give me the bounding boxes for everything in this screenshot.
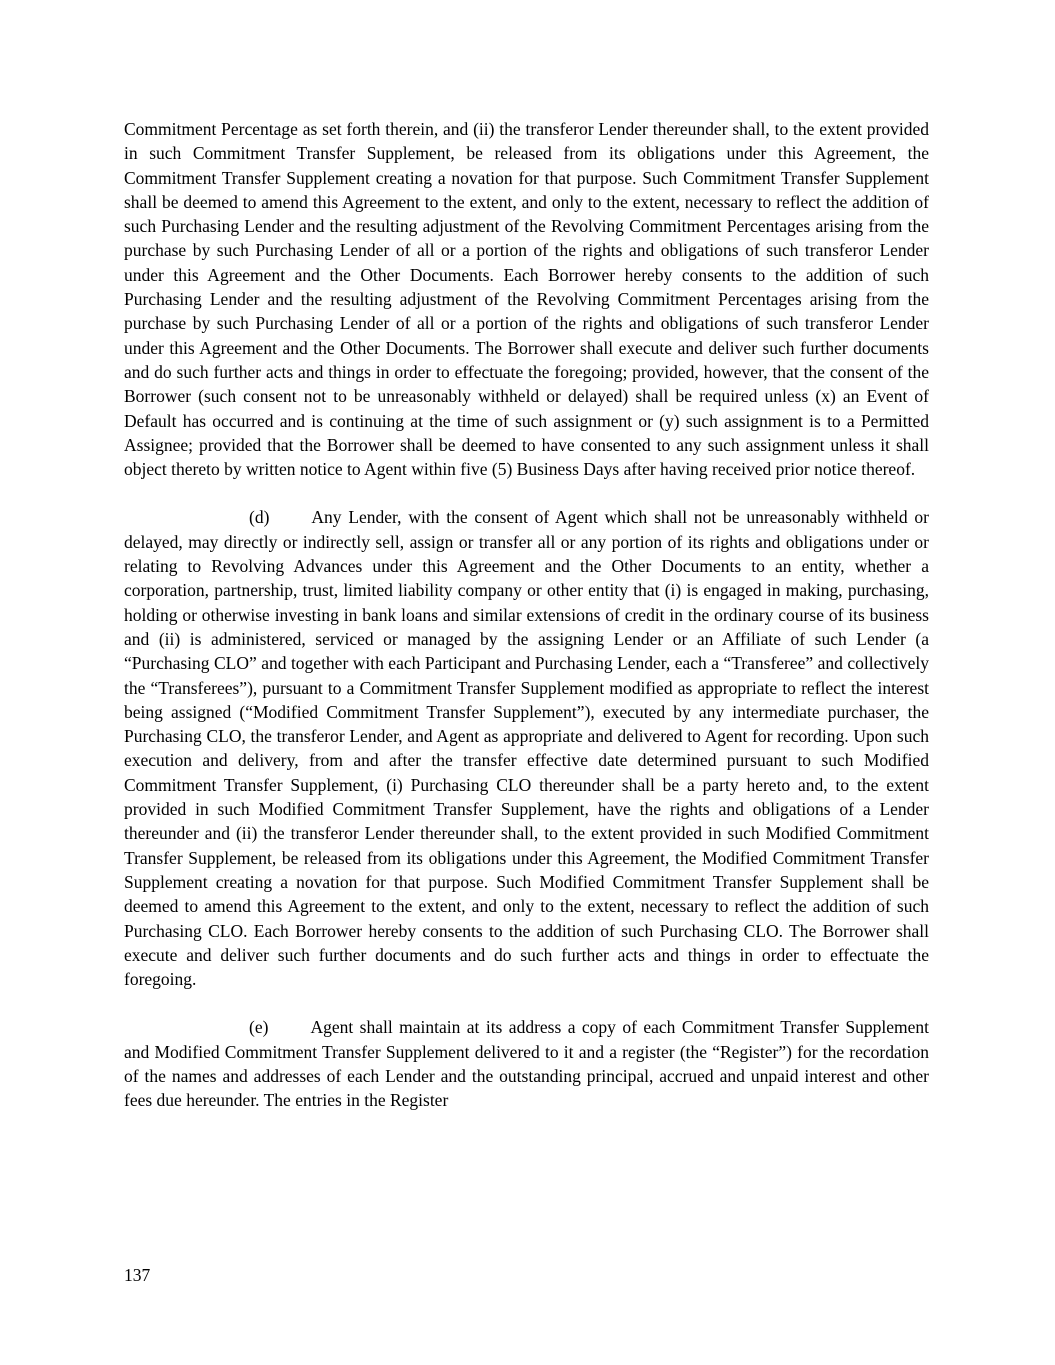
paragraph-text: Commitment Percentage as set forth therein, and (ii) the transferor Lender thereunder shall, to the extent provided in such Commitment Transfer Supplement, be released from its obligations under this Agreement, the Commitment Transfer Supplement creating a novation for that purpose. Such Commitment Transfer Supplement shall be deemed to amend this Agreement to the extent, and only to the extent, necessary to reflect the addition of such Purchasing Lender and the resulting adjustment of the Revolving Commitment Percentages arising from the purchase by such Purchasing Lender of all or a portion of the rights and obligations of such transferor Lender under this Agreement and the Other Documents. Each Borrower hereby consents to the addition of such Purchasing Lender and the resulting adjustment of the Revolving Commitment Percentages arising from the purchase by such Purchasing Lender of all or a portion of the rights and obligations of such transferor Lender under this Agreement and the Other Documents. The Borrower shall execute and deliver such further documents and do such further acts and things in order to effectuate the foregoing; provided, however, that the consent of the Borrower (such consent not to be unreasonably withheld or delayed) shall be required unless (x) an Event of Default has occurred and is continuing at the time of such assignment or (y) such assignment is to a Permitted Assignee; provided that the Borrower shall be deemed to have consented to any such assignment unless it shall object thereto by written notice to Agent within five (5) Business Days after having received prior notice thereof. [124, 119, 929, 480]
paragraph-d [124, 505, 929, 991]
paragraph-text: Agent shall maintain at its address a copy of each Commitment Transfer Supplement and Modified Commitment Transfer Supplement delivered to it and a register (the “Register”) for the recordation of the names and addresses of each Lender and the outstanding principal, accrued and unpaid interest and other fees due hereunder. The entries in the Register [124, 1017, 929, 1111]
paragraph-label: (e) [249, 1017, 269, 1038]
paragraph-continuation [124, 117, 929, 481]
page-number: 137 [124, 1264, 151, 1285]
paragraph-label: (d) [249, 507, 270, 528]
paragraph-e [124, 1015, 929, 1112]
paragraph-text: Any Lender, with the consent of Agent which shall not be unreasonably withheld or delayed, may directly or indirectly sell, assign or transfer all or any portion of its rights and obligations under or relating to Revolving Advances under this Agreement and the Other Documents to an entity, whether a corporation, partnership, trust, limited liability company or other entity that (i) is engaged in making, purchasing, holding or otherwise investing in bank loans and similar extensions of credit in the ordinary course of its business and (ii) is administered, serviced or managed by the assigning Lender or an Affiliate of such Lender (a “Purchasing CLO” and together with each Participant and Purchasing Lender, each a “Transferee” and collectively the “Transferees”), pursuant to a Commitment Transfer Supplement modified as appropriate to reflect the interest being assigned (“Modified Commitment Transfer Supplement”), executed by any intermediate purchaser, the Purchasing CLO, the transferor Lender, and Agent as appropriate and delivered to Agent for recording. Upon such execution and delivery, from and after the transfer effective date determined pursuant to such Modified Commitment Transfer Supplement, (i) Purchasing CLO thereunder shall be a party hereto and, to the extent provided in such Modified Commitment Transfer Supplement, have the rights and obligations of a Lender thereunder and (ii) the transferor Lender thereunder shall, to the extent provided in such Modified Commitment Transfer Supplement, be released from its obligations under this Agreement, the Modified Commitment Transfer Supplement creating a novation for that purpose. Such Modified Commitment Transfer Supplement shall be deemed to amend this Agreement to the extent, and only to the extent, necessary to reflect the addition of such Purchasing CLO. Each Borrower hereby consents to the addition of such Purchasing CLO. The Borrower shall execute and deliver such further documents and do such further acts and things in order to effectuate the foregoing. [124, 507, 929, 990]
